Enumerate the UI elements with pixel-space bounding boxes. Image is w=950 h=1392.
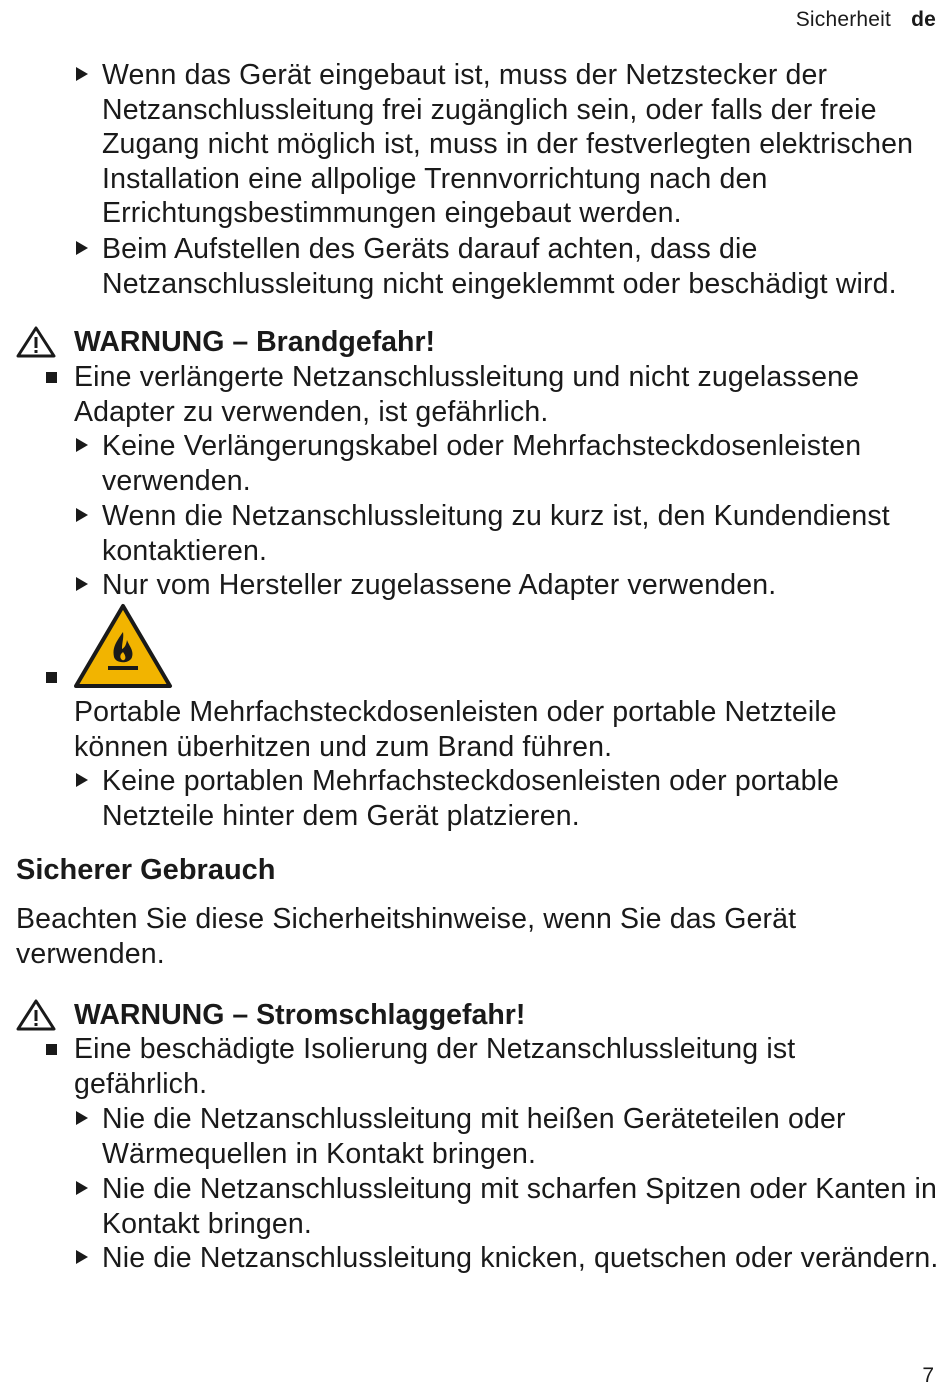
bullet-square-icon bbox=[46, 672, 57, 683]
action-text: Keine Verlängerungskabel oder Mehrfachsteckdosenleisten verwenden. bbox=[102, 430, 862, 497]
action-step bbox=[76, 568, 944, 603]
action-triangle-icon bbox=[76, 1250, 88, 1264]
bullet-text: Eine verlängerte Netzanschlussleitung und nicht zugelassene Adapter zu verwenden, ist gefährlich. bbox=[74, 361, 860, 428]
action-triangle-icon bbox=[76, 1181, 88, 1195]
action-triangle-icon bbox=[76, 438, 88, 452]
warning-triangle-icon bbox=[16, 999, 56, 1031]
action-step bbox=[76, 1102, 944, 1171]
bullet-square-icon bbox=[46, 372, 57, 383]
warning-triangle-icon bbox=[16, 326, 56, 358]
bullet-item bbox=[46, 1032, 936, 1101]
action-step bbox=[76, 764, 944, 833]
action-step bbox=[76, 1241, 944, 1276]
section-intro: Beachten Sie diese Sicherheitshinweise, wenn Sie das Gerät verwenden. bbox=[16, 903, 797, 970]
action-text: Wenn das Gerät eingebaut ist, muss der Netzstecker der Netzanschlussleitung frei zugänglich sein, oder falls der freie Zugang nicht möglich ist, muss in der festverlegten elektrischen Installation eine allpolige Trennvorrichtung nach den Errichtungsbestimmungen eingebaut werden. bbox=[102, 59, 914, 230]
section-title: Sicherer Gebrauch bbox=[16, 854, 276, 886]
action-text: Nie die Netzanschlussleitung mit heißen Geräteteilen oder Wärmequellen in Kontakt bringen. bbox=[102, 1103, 846, 1170]
action-text: Nie die Netzanschlussleitung knicken, quetschen oder verändern. bbox=[102, 1242, 939, 1274]
action-step bbox=[76, 499, 944, 568]
warning-heading bbox=[16, 325, 435, 359]
header-language: de bbox=[911, 8, 936, 31]
action-step bbox=[76, 429, 944, 498]
action-step bbox=[76, 1172, 944, 1241]
action-triangle-icon bbox=[76, 1111, 88, 1125]
action-text: Keine portablen Mehrfachsteckdosenleisten oder portable Netzteile hinter dem Gerät platzieren. bbox=[102, 765, 840, 832]
action-triangle-icon bbox=[76, 577, 88, 591]
flammable-warning-icon bbox=[72, 602, 174, 690]
action-text: Beim Aufstellen des Geräts darauf achten, dass die Netzanschlussleitung nicht eingeklemmt oder beschädigt wird. bbox=[102, 233, 897, 300]
warning-title: WARNUNG – Brandgefahr! bbox=[74, 326, 436, 358]
page-number: 7 bbox=[922, 1364, 934, 1387]
action-triangle-icon bbox=[76, 773, 88, 787]
action-text: Wenn die Netzanschlussleitung zu kurz ist, den Kundendienst kontaktieren. bbox=[102, 500, 890, 567]
running-header bbox=[796, 8, 936, 32]
header-section: Sicherheit bbox=[795, 8, 892, 31]
action-text: Nur vom Hersteller zugelassene Adapter verwenden. bbox=[102, 569, 777, 601]
bullet-square-icon bbox=[46, 1044, 57, 1055]
bullet-text: Eine beschädigte Isolierung der Netzanschlussleitung ist gefährlich. bbox=[74, 1033, 796, 1100]
action-step bbox=[76, 232, 944, 301]
action-triangle-icon bbox=[76, 241, 88, 255]
action-step bbox=[76, 58, 944, 231]
bullet-item bbox=[46, 360, 936, 429]
warning-heading bbox=[16, 998, 525, 1032]
bullet-text: Portable Mehrfachsteckdosenleisten oder portable Netzteile können überhitzen und zum Brand führen. bbox=[74, 696, 837, 763]
warning-title: WARNUNG – Stromschlaggefahr! bbox=[74, 999, 526, 1031]
action-text: Nie die Netzanschlussleitung mit scharfen Spitzen oder Kanten in Kontakt bringen. bbox=[102, 1173, 937, 1240]
action-triangle-icon bbox=[76, 67, 88, 81]
action-triangle-icon bbox=[76, 508, 88, 522]
